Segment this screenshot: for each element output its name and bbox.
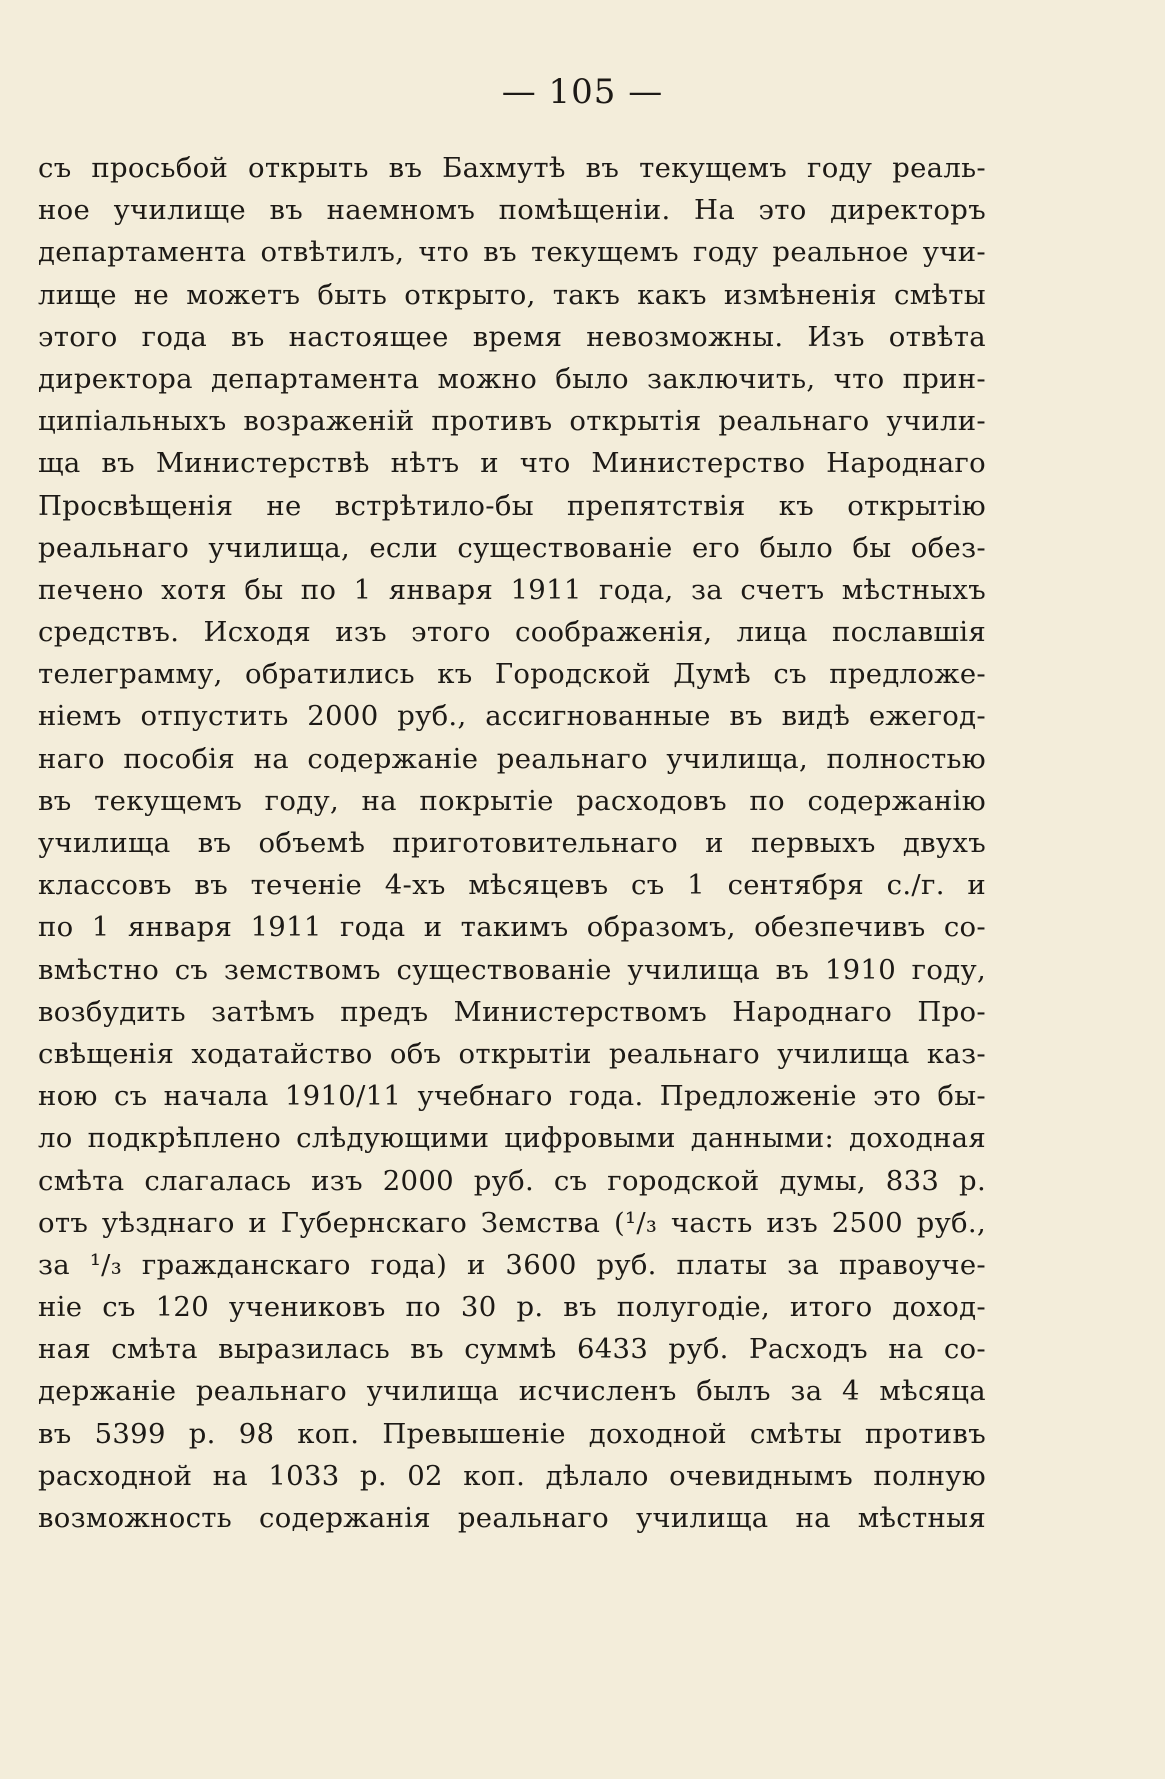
text-line: ципіальныхъ возраженій противъ открытія реальнаго учили- bbox=[38, 405, 986, 438]
text-line: ная смѣта выразилась въ суммѣ 6433 руб. Расходъ на со- bbox=[38, 1333, 986, 1366]
text-line: печено хотя бы по 1 января 1911 года, за счетъ мѣстныхъ bbox=[38, 573, 986, 606]
text-line: съ просьбой открыть въ Бахмутѣ въ текущемъ году реаль- bbox=[38, 152, 986, 184]
text-line: телеграмму, обратились къ Городской Думѣ съ предложе- bbox=[38, 658, 986, 691]
body-text bbox=[38, 147, 986, 1539]
text-line: возбудить затѣмъ предъ Министерствомъ Народнаго Про- bbox=[38, 995, 986, 1028]
text-line: ща въ Министерствѣ нѣтъ и что Министерство Народнаго bbox=[38, 447, 986, 480]
text-line: директора департамента можно было заключить, что прин- bbox=[38, 362, 986, 395]
text-line: департамента отвѣтилъ, что въ текущемъ году реальное учи- bbox=[38, 236, 986, 269]
text-line: вмѣстно съ земствомъ существованіе училища въ 1910 году, bbox=[38, 953, 986, 986]
text-line: реальнаго училища, если существованіе его было бы обез- bbox=[38, 531, 986, 564]
text-line: въ 5399 р. 98 коп. Превышеніе доходной смѣты противъ bbox=[38, 1417, 986, 1450]
text-line: держаніе реальнаго училища исчисленъ былъ за 4 мѣсяца bbox=[38, 1375, 986, 1408]
text-line: отъ уѣзднаго и Губернскаго Земства (¹/₃ часть изъ 2500 руб., bbox=[38, 1206, 986, 1239]
text-line: классовъ въ теченіе 4-хъ мѣсяцевъ съ 1 сентября с./г. и bbox=[38, 869, 986, 902]
text-line: ніемъ отпустить 2000 руб., ассигнованные въ видѣ ежегод- bbox=[38, 700, 986, 733]
text-line: свѣщенія ходатайство объ открытіи реальнаго училища каз- bbox=[38, 1037, 986, 1070]
text-line: за ¹/₃ гражданскаго года) и 3600 руб. платы за правоуче- bbox=[38, 1248, 986, 1281]
text-line: по 1 января 1911 года и такимъ образомъ, обезпечивъ со- bbox=[38, 911, 986, 944]
text-line: средствъ. Исходя изъ этого соображенія, лица пославшія bbox=[38, 616, 986, 649]
text-line: наго пособія на содержаніе реальнаго училища, полностью bbox=[38, 742, 986, 775]
page-number: — 105 — bbox=[501, 72, 664, 112]
text-line: ное училище въ наемномъ помѣщеніи. На это директоръ bbox=[38, 194, 986, 227]
text-line: ло подкрѣплено слѣдующими цифровыми данными: доходная bbox=[38, 1122, 986, 1155]
text-line: въ текущемъ году, на покрытіе расходовъ по содержанію bbox=[38, 784, 986, 817]
text-line: лище не можетъ быть открыто, такъ какъ измѣненія смѣты bbox=[38, 278, 986, 311]
text-line: ніе съ 120 учениковъ по 30 р. въ полугодіе, итого доход- bbox=[38, 1291, 986, 1324]
text-line: смѣта слагалась изъ 2000 руб. съ городской думы, 833 р. bbox=[38, 1164, 986, 1197]
text-line: училища въ объемѣ приготовительнаго и первыхъ двухъ bbox=[38, 827, 986, 859]
text-line: расходной на 1033 р. 02 коп. дѣлало очевиднымъ полную bbox=[38, 1459, 986, 1492]
text-line: Просвѣщенія не встрѣтило-бы препятствія къ открытію bbox=[38, 489, 986, 522]
text-line: возможность содержанія реальнаго училища на мѣстныя bbox=[38, 1502, 986, 1534]
text-line: ною съ начала 1910/11 учебнаго года. Предложеніе это бы- bbox=[38, 1080, 986, 1113]
text-line: этого года въ настоящее время невозможны. Изъ отвѣта bbox=[38, 320, 986, 353]
